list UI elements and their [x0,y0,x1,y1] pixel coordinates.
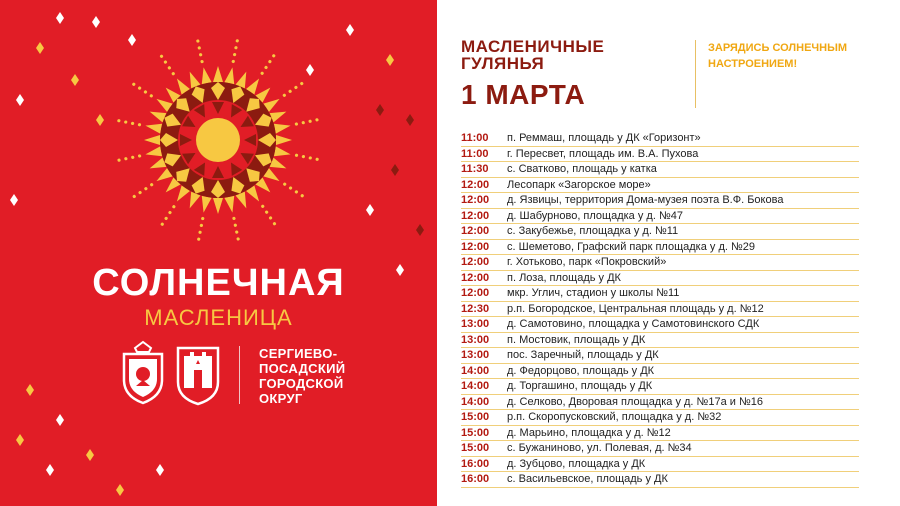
schedule-place: с. Сватково, площадь у катка [507,163,657,176]
schedule-row [461,286,859,302]
schedule-place: мкр. Углич, стадион у школы №11 [507,287,680,300]
schedule-row [461,348,859,364]
festival-title: СОЛНЕЧНАЯ [92,262,345,304]
schedule-row [461,255,859,271]
sergiev-posad-emblem [174,344,222,406]
schedule-row [461,472,859,488]
schedule-time: 14:00 [461,395,490,408]
slogan [708,40,847,72]
schedule-time: 15:00 [461,411,490,424]
schedule-time: 11:00 [461,132,489,145]
slogan-line: НАСТРОЕНИЕМ! [708,58,798,70]
schedule-row [461,333,859,349]
schedule-place: с. Бужаниново, ул. Полевая, д. №34 [507,442,692,455]
schedule-row [461,131,859,147]
schedule-row [461,147,859,163]
schedule-row [461,271,859,287]
schedule-row [461,379,859,395]
district-line: СЕРГИЕВО- [259,346,338,361]
schedule-time: 13:00 [461,318,490,331]
schedule-time: 12:00 [461,256,490,269]
schedule-row [461,410,859,426]
schedule-place: с. Закубежье, площадка у д. №11 [507,225,679,238]
schedule-time: 15:00 [461,442,490,455]
district-line: ГОРОДСКОЙ [259,376,344,391]
divider [239,346,240,404]
schedule-row [461,395,859,411]
heading-line: ГУЛЯНЬЯ [461,54,545,73]
schedule-place: п. Мостовик, площадь у ДК [507,333,646,346]
schedule-place: д. Торгашино, площадь у ДК [507,380,653,393]
schedule-place: д. Селково, Дворовая площадка у д. №17а и №16 [507,395,763,408]
schedule-time: 14:00 [461,380,490,393]
district-line: ОКРУГ [259,391,303,406]
schedule-row [461,364,859,380]
schedule-row [461,178,859,194]
left-panel [0,0,437,506]
schedule-time: 12:00 [461,194,490,207]
schedule-place: д. Федорцово, площадь у ДК [507,364,655,377]
schedule-place: д. Язвицы, территория Дома-музея поэта В.Ф. Бокова [507,194,784,207]
district-name [259,346,345,406]
schedule-time: 12:00 [461,209,490,222]
schedule-place: д. Шабурново, площадка у д. №47 [507,209,683,222]
slogan-line: ЗАРЯДИСЬ СОЛНЕЧНЫМ [708,42,848,54]
schedule-time: 15:00 [461,426,490,439]
schedule-time: 16:00 [461,457,490,470]
district-line: ПОСАДСКИЙ [259,361,346,376]
schedule-list [461,131,859,488]
schedule-row [461,240,859,256]
schedule-time: 12:00 [461,178,490,191]
schedule-place: п. Лоза, площадь у ДК [507,271,621,284]
heading-line: МАСЛЕНИЧНЫЕ [461,37,605,56]
festival-subtitle: МАСЛЕНИЦА [144,305,293,330]
schedule-row [461,317,859,333]
schedule-time: 11:30 [461,163,489,176]
schedule-place: д. Марьино, площадка у д. №12 [507,426,671,439]
schedule-time: 12:00 [461,287,490,300]
event-date: 1 МАРТА [461,79,586,110]
schedule-place: р.п. Скоропусковский, площадка у д. №32 [507,411,722,424]
schedule-row [461,209,859,225]
schedule-row [461,224,859,240]
moscow-region-emblem [118,340,168,406]
right-panel [437,0,900,506]
schedule-place: д. Самотовино, площадка у Самотовинского СДК [507,318,760,331]
schedule-time: 12:00 [461,271,490,284]
schedule-place: с. Васильевское, площадь у ДК [507,473,668,486]
schedule-place: с. Шеметово, Графский парк площадка у д. №29 [507,240,756,253]
sun-ornament [0,0,437,506]
schedule-place: Лесопарк «Загорское море» [507,178,651,191]
schedule-place: г. Пересвет, площадь им. В.А. Пухова [507,147,699,160]
schedule-place: г. Хотьково, парк «Покровский» [507,256,667,269]
schedule-row [461,162,859,178]
schedule-place: д. Зубцово, площадка у ДК [507,457,646,470]
schedule-row [461,441,859,457]
schedule-row [461,302,859,318]
schedule-time: 16:00 [461,473,490,486]
schedule-time: 13:00 [461,333,490,346]
schedule-time: 14:00 [461,364,490,377]
schedule-place: п. Реммаш, площадь у ДК «Горизонт» [507,132,701,145]
slogan-divider [695,40,696,108]
schedule-time: 12:30 [461,302,490,315]
schedule-place: р.п. Богородское, Центральная площадь у д. №12 [507,302,764,315]
schedule-time: 13:00 [461,349,490,362]
event-heading [461,38,604,72]
schedule-row [461,426,859,442]
schedule-time: 11:00 [461,147,489,160]
schedule-row [461,457,859,473]
schedule-time: 12:00 [461,240,490,253]
schedule-time: 12:00 [461,225,490,238]
schedule-place: пос. Заречный, площадь у ДК [507,349,659,362]
schedule-row [461,193,859,209]
